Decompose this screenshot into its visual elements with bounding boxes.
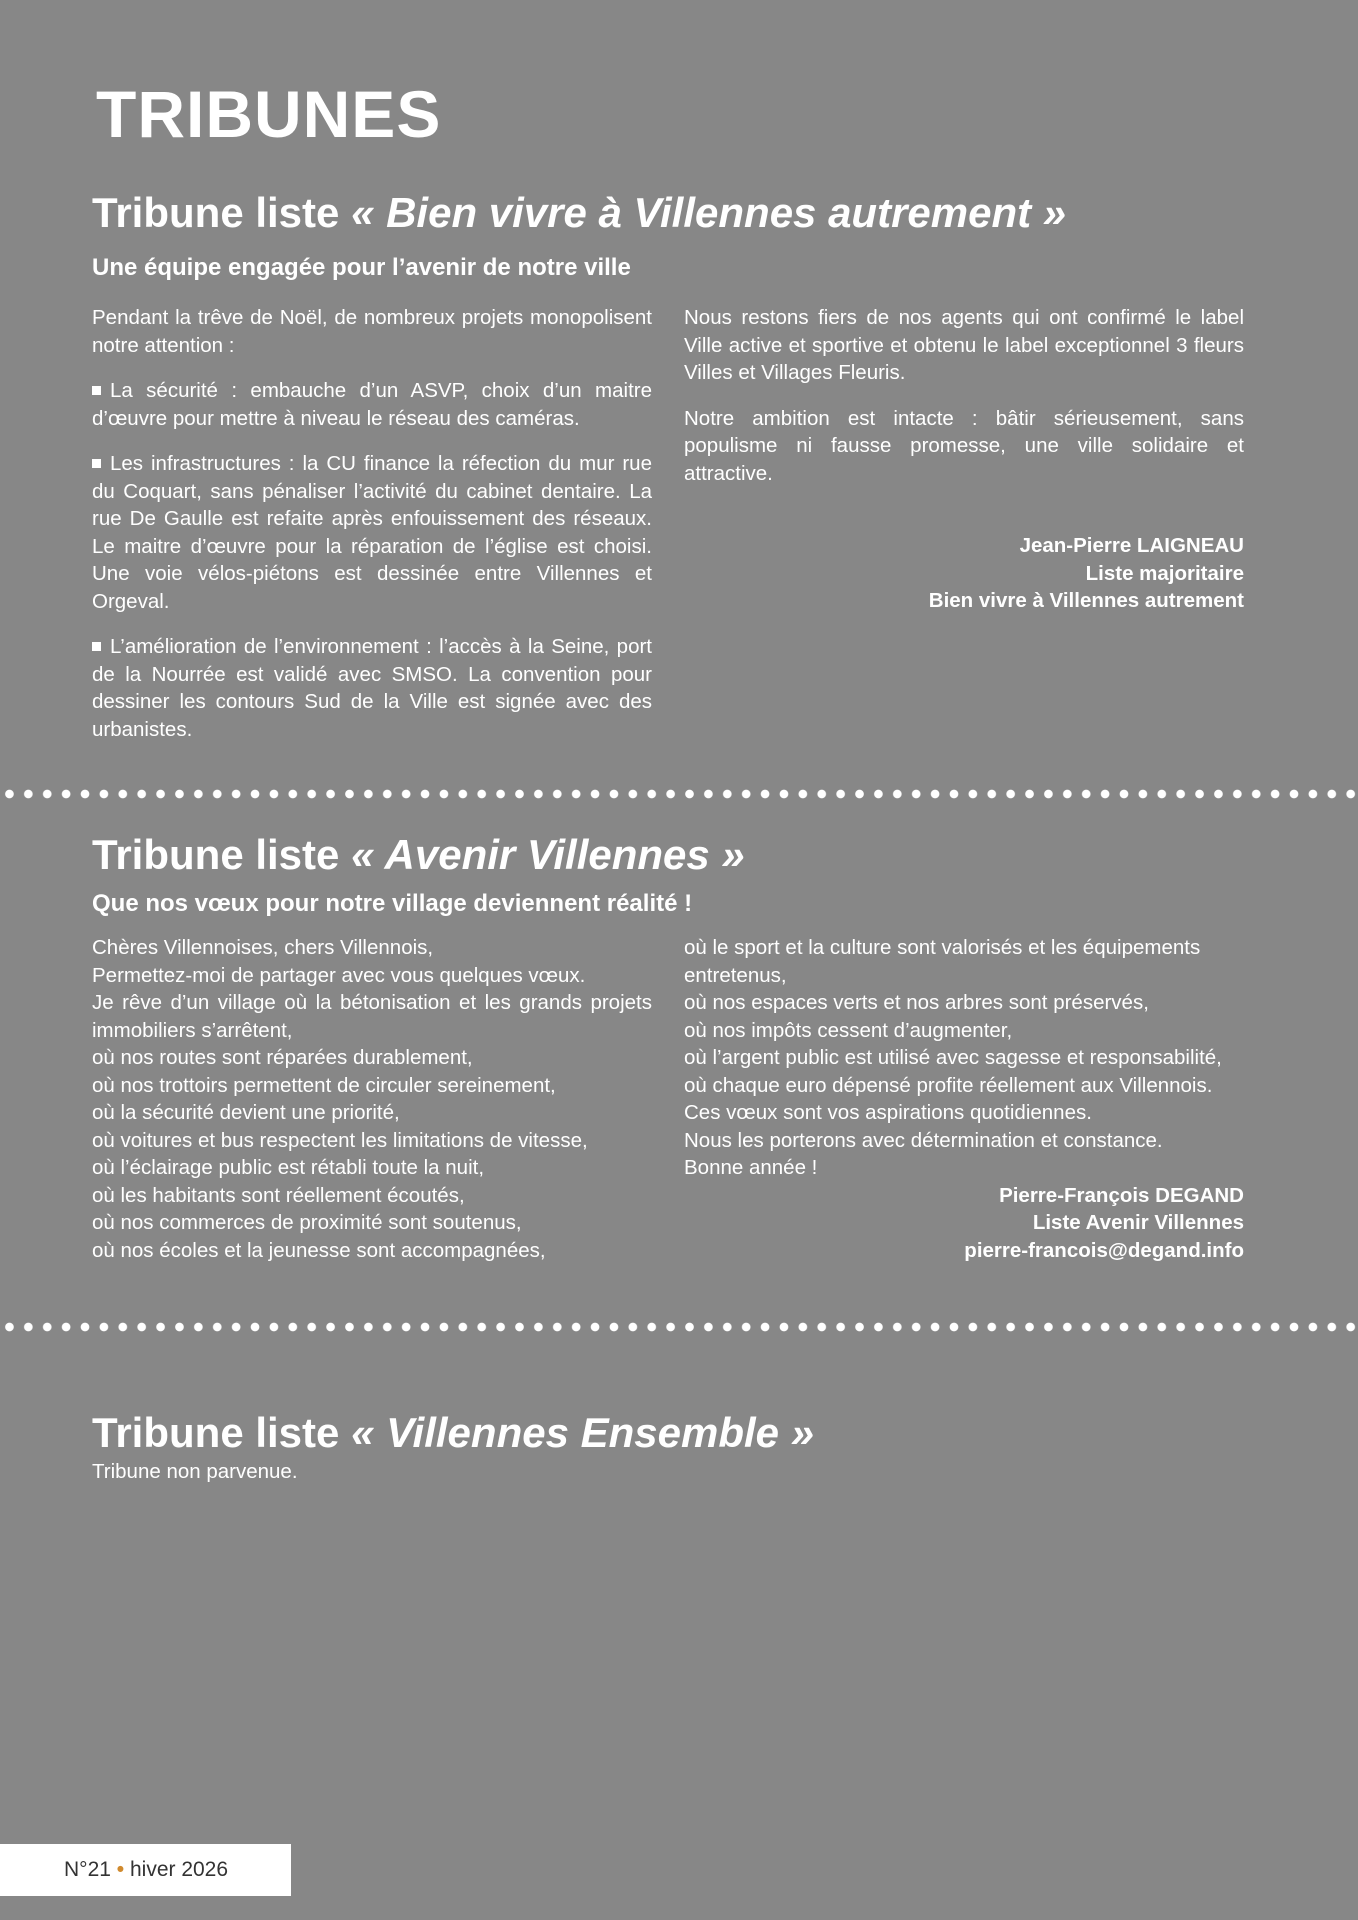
tribune-left-column (92, 304, 652, 761)
signature-name: Pierre-François DEGAND (999, 1183, 1244, 1207)
text-line: où l’argent public est utilisé avec sagesse et responsabilité, (684, 1046, 1222, 1069)
signature-email: pierre-francois@degand.info (964, 1238, 1244, 1262)
tribune-title-prefix: Tribune liste (92, 831, 352, 878)
signature-name: Jean-Pierre LAIGNEAU (1019, 534, 1244, 557)
issue-number: N°21 (64, 1858, 111, 1881)
issue-label (64, 1844, 228, 1896)
text-line: où nos impôts cessent d’augmenter, (684, 1018, 1013, 1042)
tribune-villennes-ensemble (92, 1408, 1244, 1485)
tribune-title (92, 1408, 1244, 1458)
intro-paragraph: Pendant la trêve de Noël, de nombreux projets monopolisent notre attention : (92, 306, 652, 357)
tribune-avenir-villennes (92, 830, 1244, 1264)
tribune-subtitle: Une équipe engagée pour l’avenir de notre ville (92, 254, 631, 281)
text-line: où nos espaces verts et nos arbres sont préservés, (684, 991, 1149, 1014)
signature (684, 532, 1244, 615)
text-line: où la sécurité devient une priorité, (92, 1101, 400, 1124)
text-line: où nos commerces de proximité sont soutenus, (92, 1211, 522, 1234)
signature-list: Liste majoritaire (1085, 561, 1244, 585)
square-bullet-icon (92, 642, 101, 651)
tribune-list-name: « Avenir Villennes » (351, 831, 745, 878)
page-title: TRIBUNES (96, 77, 442, 151)
signature-list-name: Bien vivre à Villennes autrement (928, 589, 1244, 612)
text-line: où nos écoles et la jeunesse sont accompagnées, (92, 1238, 546, 1262)
tribune-title (92, 188, 1244, 238)
tribune-title-prefix: Tribune liste (92, 189, 352, 236)
text-line: Ces vœux sont vos aspirations quotidiennes. (684, 1101, 1092, 1124)
text-line: où les habitants sont réellement écoutés, (92, 1183, 465, 1207)
text-line: Chères Villennoises, chers Villennois, (92, 936, 434, 959)
square-bullet-icon (92, 459, 101, 468)
bullet-item: Les infrastructures : la CU finance la réfection du mur rue du Coquart, sans pénaliser l’activité du cabinet dentaire. La rue De Gaulle est refaite après enfouissement des réseaux. Le maitre d’œuvre pour la réparation de l’église est choisi. Une voie vélos-piétons est dessinée entre Villennes et Orgeval. (92, 452, 652, 613)
issue-footer (0, 1844, 291, 1896)
text-line: où voitures et bus respectent les limitations de vitesse, (92, 1128, 588, 1152)
tribune-list-name: « Villennes Ensemble » (351, 1409, 815, 1456)
text-line: Nous les porterons avec détermination et constance. (684, 1128, 1163, 1152)
tribune-subtitle: Que nos vœux pour notre village deviennent réalité ! (92, 890, 693, 917)
tribune-body: Tribune non parvenue. (92, 1460, 298, 1483)
text-line: Bonne année ! (684, 1156, 818, 1179)
text-line: où nos trottoirs permettent de circuler sereinement, (92, 1073, 556, 1097)
bullet-item: La sécurité : embauche d’un ASVP, choix d’un maitre d’œuvre pour mettre à niveau le réseau des caméras. (92, 379, 652, 430)
signature-list: Liste Avenir Villennes (1032, 1211, 1244, 1234)
paragraph: Notre ambition est intacte : bâtir sérieusement, sans populisme ni fausse promesse, une ville solidaire et attractive. (684, 406, 1244, 485)
text-line: où nos routes sont réparées durablement, (92, 1046, 473, 1069)
text-line: où chaque euro dépensé profite réellement aux Villennois. (684, 1073, 1213, 1097)
text-line: où le sport et la culture sont valorisés et les équipements entretenus, (684, 936, 1201, 987)
tribune-title-prefix: Tribune liste (92, 1409, 352, 1456)
tribune-right-column (684, 304, 1244, 761)
text-line: Je rêve d’un village où la bétonisation et les grands projets immobiliers s’arrêtent, (92, 991, 652, 1042)
paragraph: Nous restons fiers de nos agents qui ont confirmé le label Ville active et sportive et obtenu le label exceptionnel 3 fleurs Villes et Villages Fleuris. (684, 306, 1244, 384)
tribune-title (92, 830, 1244, 880)
tribune-bien-vivre (92, 188, 1244, 761)
dotted-separator (0, 1321, 1358, 1333)
tribune-right-column (684, 934, 1244, 1264)
issue-season: hiver 2026 (129, 1858, 229, 1881)
bullet-item: L’amélioration de l’environnement : l’accès à la Seine, port de la Nourrée est validé avec SMSO. La convention pour dessiner les contours Sud de la Ville est signée avec des urbanistes. (92, 635, 652, 741)
separator-dot: • (116, 1858, 125, 1881)
square-bullet-icon (92, 386, 101, 395)
tribune-left-column (92, 934, 652, 1264)
dotted-separator (0, 788, 1358, 800)
text-line: Permettez-moi de partager avec vous quelques vœux. (92, 963, 586, 987)
text-line: où l’éclairage public est rétabli toute la nuit, (92, 1156, 485, 1179)
signature (684, 1182, 1244, 1265)
tribune-list-name: « Bien vivre à Villennes autrement » (351, 189, 1067, 236)
